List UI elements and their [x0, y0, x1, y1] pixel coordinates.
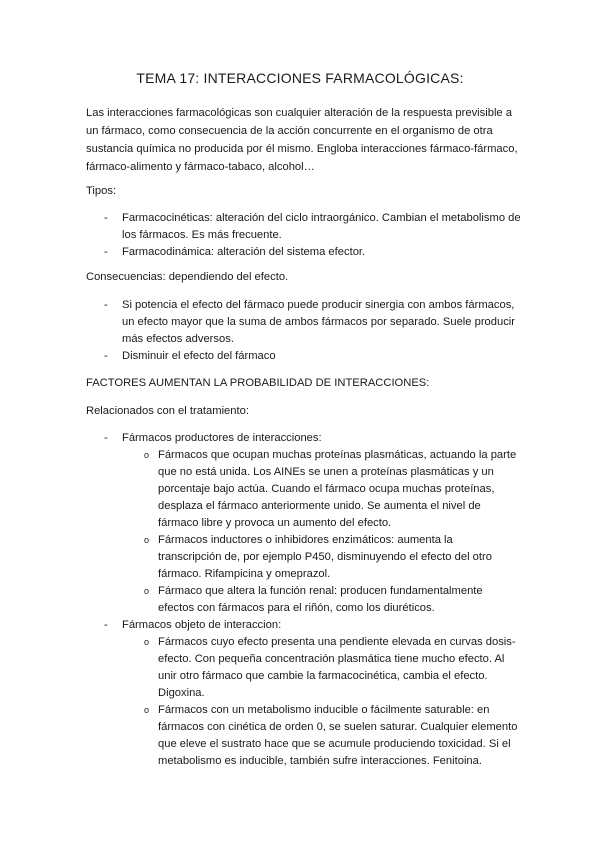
- list-item-text: Farmacodinámica: alteración del sistema efector.: [122, 246, 366, 258]
- tipos-label: Tipos:: [86, 185, 117, 197]
- list-item-text: Disminuir el efecto del fármaco: [122, 350, 276, 362]
- sub-list-item-text: Fármacos con un metabolismo inducible o fácilmente saturable: en fármacos con cinética de orden 0, se suelen saturar. Cualquier elemento que eleve el sustrato hace que se acumule produciendo toxicidad. Si el metabolismo es inducible, también sufre interacciones. Fenitoina.: [158, 704, 518, 767]
- sub-list-item-text: Fármaco que altera la función renal: producen fundamentalmente efectos con fármacos para el riñón, como los diuréticos.: [158, 585, 483, 614]
- factores-heading: FACTORES AUMENTAN LA PROBABILIDAD DE INTERACCIONES:: [86, 377, 430, 389]
- circle-bullet: o: [144, 586, 150, 596]
- circle-bullet: o: [144, 705, 150, 715]
- sub-list-item-text: Fármacos cuyo efecto presenta una pendiente elevada en curvas dosis-efecto. Con pequeña concentración plasmática tiene mucho efecto. Al unir otro fármaco que cambie la farmacocinética, cambia el efecto. Digoxina.: [158, 636, 516, 699]
- list-item-text: Fármacos productores de interacciones:: [122, 432, 322, 444]
- dash-bullet: -: [104, 619, 108, 631]
- sub-list-item-text: Fármacos inductores o inhibidores enzimáticos: aumenta la transcripción de, por ejemplo P450, disminuyendo el efecto del otro fármaco. Rifampicina y omeprazol.: [158, 534, 492, 580]
- sub-list-item-text: Fármacos que ocupan muchas proteínas plasmáticas, actuando la parte que no está unida. Los AINEs se unen a proteínas plasmáticas y un porcentaje bajo actúa. Cuando el fármaco ocupa muchas proteínas, desplaza el fármaco anteriormente unido. Se aumenta el nivel de fármaco libre y provoca un aumento del efecto.: [158, 449, 517, 529]
- dash-bullet: -: [104, 350, 108, 362]
- circle-bullet: o: [144, 450, 150, 460]
- dash-bullet: -: [104, 212, 108, 224]
- page-title: TEMA 17: INTERACCIONES FARMACOLÓGICAS:: [136, 70, 464, 86]
- circle-bullet: o: [144, 535, 150, 545]
- list-item-text: Fármacos objeto de interaccion:: [122, 619, 282, 631]
- dash-bullet: -: [104, 299, 108, 311]
- intro-paragraph: Las interacciones farmacológicas son cualquier alteración de la respuesta previsible a un fármaco, como consecuencia de la acción concurrente en el organismo de otra sustancia química no producida por él mismo. Engloba interacciones fármaco-fármaco, fármaco-alimento y fármaco-tabaco, alcohol…: [86, 107, 518, 173]
- consecuencias-label: Consecuencias: dependiendo del efecto.: [86, 271, 289, 283]
- list-item-text: Si potencia el efecto del fármaco puede producir sinergia con ambos fármacos, un efecto mayor que la suma de ambos fármacos por separado. Suele producir más efectos adversos.: [122, 299, 516, 345]
- list-item-text: Farmacocinéticas: alteración del ciclo intraorgánico. Cambian el metabolismo de los fármacos. Es más frecuente.: [122, 212, 521, 241]
- dash-bullet: -: [104, 432, 108, 444]
- relacionados-label: Relacionados con el tratamiento:: [86, 405, 249, 417]
- dash-bullet: -: [104, 246, 108, 258]
- circle-bullet: o: [144, 637, 150, 647]
